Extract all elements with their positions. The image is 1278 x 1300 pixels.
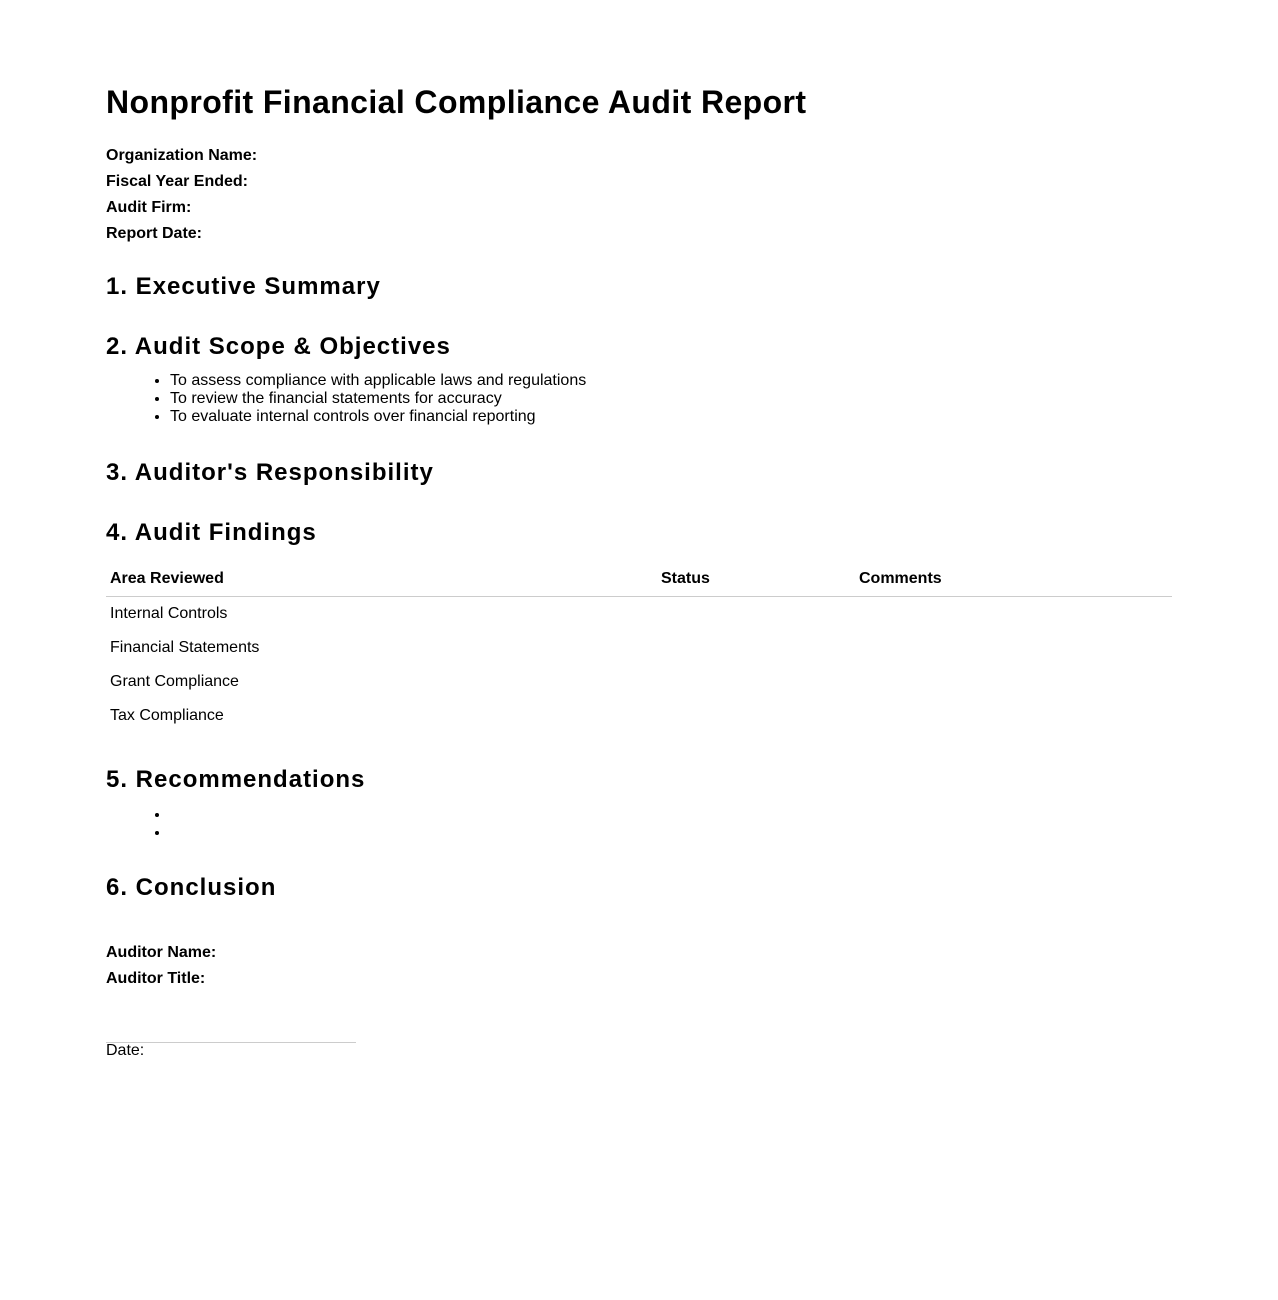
status-cell [657, 665, 855, 699]
objective-item: • To assess compliance with applicable laws and regulations [170, 372, 586, 390]
area-cell: Financial Statements [110, 639, 260, 656]
auditors-responsibility-heading: 3. Auditor's Responsibility [106, 459, 434, 486]
area-cell: Internal Controls [110, 605, 228, 622]
objectives-list [106, 372, 586, 426]
comments-cell [855, 597, 1172, 632]
objective-item: • To evaluate internal controls over financial reporting [170, 408, 586, 426]
auditor-title-field: Auditor Title: [106, 970, 206, 987]
recommendations-heading: 5. Recommendations [106, 766, 366, 793]
table-row [106, 631, 1172, 665]
audit-scope-heading: 2. Audit Scope & Objectives [106, 333, 451, 360]
status-cell [657, 699, 855, 733]
table-row [106, 665, 1172, 699]
recommendations-list [106, 806, 170, 842]
page-title: Nonprofit Financial Compliance Audit Report [106, 84, 807, 120]
column-header-area-reviewed: Area Reviewed [106, 566, 657, 597]
fiscal-year-ended-field: Fiscal Year Ended: [106, 173, 248, 190]
comments-cell [855, 665, 1172, 699]
comments-cell [855, 631, 1172, 665]
report-date-field: Report Date: [106, 225, 203, 242]
area-cell: Grant Compliance [110, 673, 239, 690]
table-row [106, 597, 1172, 632]
executive-summary-heading: 1. Executive Summary [106, 273, 381, 300]
audit-firm-field: Audit Firm: [106, 199, 192, 216]
table-row [106, 699, 1172, 733]
column-header-status: Status [657, 566, 855, 597]
signature-date-label: Date: [106, 1042, 145, 1059]
findings-table [106, 566, 1172, 733]
auditor-name-field: Auditor Name: [106, 944, 217, 961]
column-header-comments: Comments [855, 566, 1172, 597]
table-header-row [106, 566, 1172, 597]
status-cell [657, 631, 855, 665]
objective-item: • To review the financial statements for accuracy [170, 390, 586, 408]
area-cell: Tax Compliance [110, 707, 224, 724]
report-meta-fields [106, 143, 257, 247]
conclusion-heading: 6. Conclusion [106, 874, 277, 901]
audit-findings-heading: 4. Audit Findings [106, 519, 317, 546]
organization-name-field: Organization Name: [106, 147, 258, 164]
comments-cell [855, 699, 1172, 733]
status-cell [657, 597, 855, 632]
signature-block [106, 940, 216, 992]
